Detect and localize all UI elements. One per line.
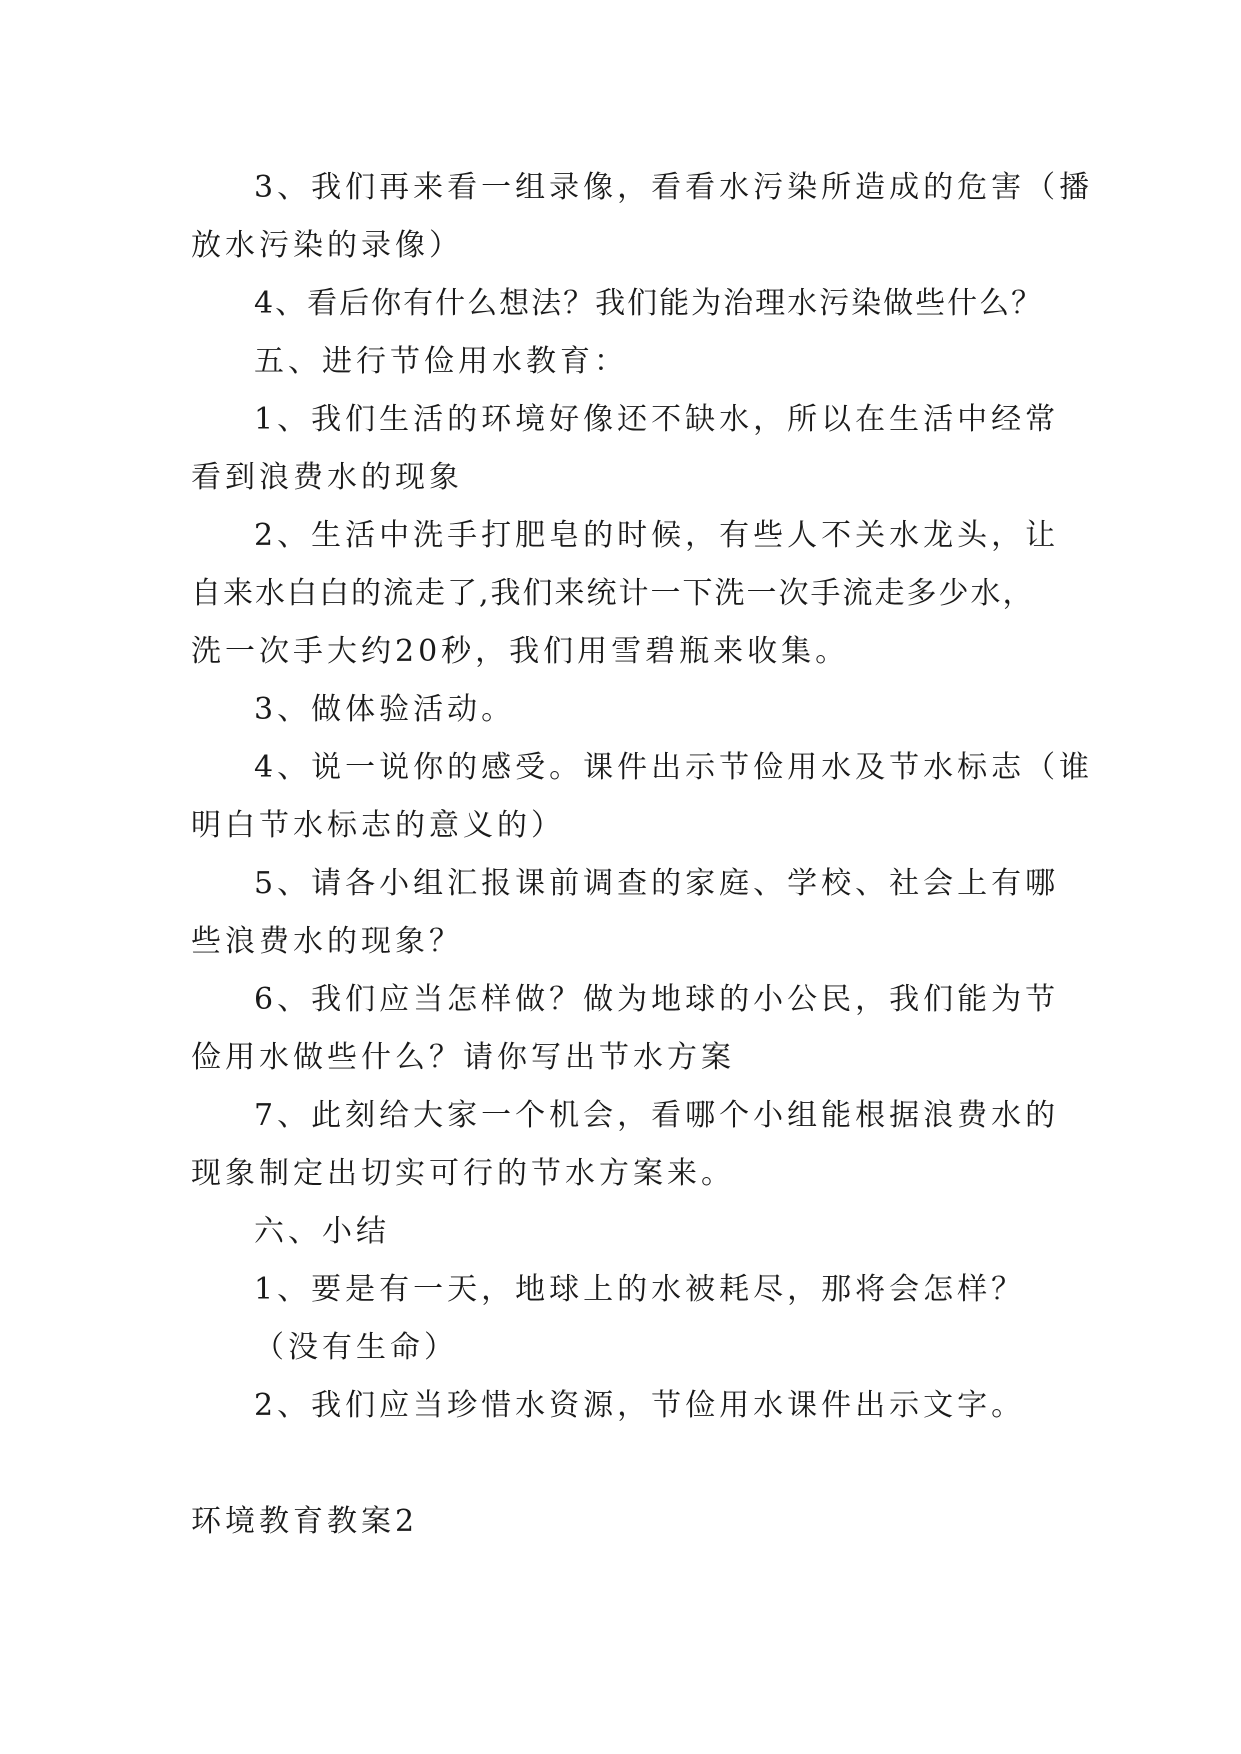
paragraph-line: 4、看后你有什么想法？我们能为治理水污染做些什么？ — [254, 286, 1044, 321]
section-heading: 五、进行节俭用水教育： — [254, 344, 628, 379]
paragraph-line: 自来水白白的流走了,我们来统计一下洗一次手流走多少水， — [191, 576, 1035, 611]
paragraph-line: 现象制定出切实可行的节水方案来。 — [191, 1156, 735, 1191]
paragraph-line: 6、我们应当怎样做？做为地球的小公民，我们能为节 — [254, 982, 1060, 1017]
paragraph-line: 2、我们应当珍惜水资源，节俭用水课件出示文字。 — [254, 1388, 1026, 1423]
paragraph-line: 些浪费水的现象？ — [191, 924, 463, 959]
paragraph-line: 4、说一说你的感受。课件出示节俭用水及节水标志（谁 — [254, 750, 1094, 785]
paragraph-line: 1、要是有一天，地球上的水被耗尽，那将会怎样？ — [254, 1272, 1026, 1307]
paragraph-line: （没有生命） — [254, 1330, 458, 1365]
paragraph-line: 2、生活中洗手打肥皂的时候，有些人不关水龙头，让 — [254, 518, 1060, 553]
paragraph-line: 放水污染的录像） — [191, 228, 463, 263]
paragraph-line: 俭用水做些什么？请你写出节水方案 — [191, 1040, 735, 1075]
paragraph-line: 1、我们生活的环境好像还不缺水，所以在生活中经常 — [254, 402, 1060, 437]
paragraph-line: 7、此刻给大家一个机会，看哪个小组能根据浪费水的 — [254, 1098, 1060, 1133]
paragraph-line: 洗一次手大约20秒，我们用雪碧瓶来收集。 — [191, 634, 850, 669]
paragraph-line: 5、请各小组汇报课前调查的家庭、学校、社会上有哪 — [254, 866, 1060, 901]
paragraph-line: 3、我们再来看一组录像，看看水污染所造成的危害（播 — [254, 170, 1094, 205]
paragraph-line: 看到浪费水的现象 — [191, 460, 463, 495]
document-section-title: 环境教育教案2 — [191, 1504, 419, 1539]
paragraph-line: 3、做体验活动。 — [254, 692, 516, 727]
paragraph-line: 明白节水标志的意义的） — [191, 808, 565, 843]
section-heading: 六、小结 — [254, 1214, 390, 1249]
